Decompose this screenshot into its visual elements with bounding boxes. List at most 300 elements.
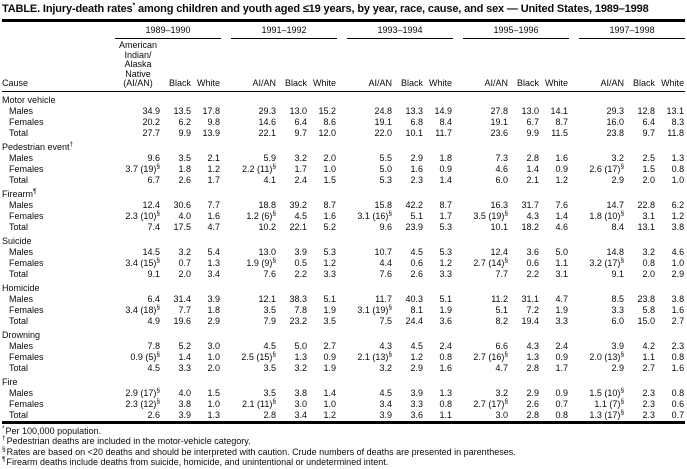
group-gap <box>105 164 115 175</box>
value-cell: 2.6 <box>526 398 540 409</box>
group-gap <box>569 153 579 164</box>
title-footnote-marker: * <box>132 2 136 10</box>
value-cell: 2.7 (14)§ <box>473 256 509 268</box>
data-row <box>2 363 685 374</box>
title-text: TABLE. Injury-death rates <box>2 3 133 15</box>
value-cell: 1.9 (9)§ <box>246 256 277 268</box>
group-gap <box>105 175 115 186</box>
value-cell: 5.5 <box>379 152 393 163</box>
value-cell: 0.8 <box>642 257 656 268</box>
group-gap <box>569 106 579 117</box>
value-cell: 23.6 <box>490 127 509 138</box>
group-gap <box>569 175 579 186</box>
value-cell: 9.6 <box>147 152 160 163</box>
value-cell: 2.2 <box>294 268 308 279</box>
value-cell: 0.7 <box>178 257 191 268</box>
value-cell: 12.4 <box>142 199 160 210</box>
value-cell: 2.5 <box>642 152 656 163</box>
value-cell: 2.8 <box>526 152 540 163</box>
value-cell: 1.1 (7)§ <box>594 397 625 409</box>
value-cell: 4.0 <box>178 387 191 398</box>
group-gap <box>105 247 115 258</box>
value-cell: 27.8 <box>490 105 509 116</box>
value-cell: 8.5 <box>611 293 625 304</box>
value-cell: 2.9 <box>207 315 221 326</box>
value-cell: 2.0 <box>642 174 656 185</box>
group-gap <box>337 294 347 305</box>
group-gap <box>221 341 231 352</box>
value-cell: 8.6 <box>323 116 337 127</box>
group-gap <box>337 363 347 374</box>
group-gap <box>453 410 463 421</box>
value-cell: 1.7 <box>294 163 308 174</box>
row-label: Males <box>9 340 34 351</box>
cause-footnote-marker: † <box>69 140 74 148</box>
value-cell: 4.6 <box>555 221 569 232</box>
value-cell: 2.8 <box>526 362 540 373</box>
section-row <box>2 327 685 341</box>
value-cell: 4.9 <box>147 315 160 326</box>
table-title <box>2 3 685 16</box>
value-cell: 1.6 <box>323 210 337 221</box>
value-cell: 8.4 <box>439 116 453 127</box>
value-cell: 2.1 (11)§ <box>242 397 277 409</box>
row-label: Females <box>9 398 44 409</box>
group-gap <box>105 153 115 164</box>
value-cell: 18.8 <box>258 199 277 210</box>
caution-marker: § <box>620 350 625 358</box>
value-cell: 7.9 <box>263 315 277 326</box>
column-header-black: Black <box>161 39 192 91</box>
group-gap <box>105 106 115 117</box>
value-cell: 1.4 <box>526 163 540 174</box>
value-cell: 3.8 <box>671 221 685 232</box>
group-gap <box>105 128 115 139</box>
group-gap <box>337 352 347 363</box>
row-label: Males <box>9 246 34 257</box>
group-gap <box>453 200 463 211</box>
value-cell: 1.0 <box>323 398 337 409</box>
value-cell: 2.0 (13)§ <box>589 350 625 362</box>
value-cell: 3.1 <box>642 210 656 221</box>
value-cell: 5.2 <box>323 221 337 232</box>
value-cell: 22.0 <box>374 127 393 138</box>
value-cell: 1.3 <box>439 387 453 398</box>
group-gap <box>337 399 347 410</box>
value-cell: 9.7 <box>294 127 308 138</box>
value-cell: 7.8 <box>147 340 160 351</box>
value-cell: 5.8 <box>642 304 656 315</box>
row-label: Total <box>9 409 29 420</box>
group-gap <box>105 410 115 421</box>
value-cell: 7.6 <box>263 268 277 279</box>
group-gap <box>105 269 115 280</box>
group-gap <box>221 399 231 410</box>
value-cell: 1.2 <box>323 257 337 268</box>
group-gap <box>453 39 463 91</box>
value-cell: 11.7 <box>375 293 393 304</box>
caution-marker: § <box>504 256 509 264</box>
value-cell: 0.6 <box>526 257 540 268</box>
value-cell: 2.1 <box>526 174 540 185</box>
group-gap <box>221 117 231 128</box>
value-cell: 0.7 <box>555 398 569 409</box>
group-gap <box>453 164 463 175</box>
data-row <box>2 211 685 222</box>
value-cell: 13.0 <box>521 105 540 116</box>
value-cell: 3.4 (18)§ <box>125 303 160 315</box>
caution-marker: § <box>156 386 160 394</box>
value-cell: 3.4 <box>294 409 308 420</box>
group-gap <box>453 305 463 316</box>
group-gap <box>569 211 579 222</box>
data-row <box>2 352 685 363</box>
value-cell: 3.9 <box>611 340 625 351</box>
column-header-black: Black <box>393 39 424 91</box>
value-cell: 2.4 <box>439 340 453 351</box>
value-cell: 23.9 <box>405 221 424 232</box>
value-cell: 2.3 <box>642 409 656 420</box>
data-row <box>2 388 685 399</box>
value-cell: 2.8 <box>526 409 540 420</box>
group-gap <box>105 294 115 305</box>
footnote-text: Pedestrian deaths are included in the motor-vehicle category. <box>6 436 251 446</box>
value-cell: 19.1 <box>490 116 509 127</box>
value-cell: 6.2 <box>671 199 685 210</box>
value-cell: 9.6 <box>379 221 393 232</box>
value-cell: 2.0 <box>642 268 656 279</box>
value-cell: 22.1 <box>289 221 308 232</box>
value-cell: 2.2 (11)§ <box>242 162 277 174</box>
caution-marker: § <box>504 209 509 217</box>
value-cell: 11.7 <box>435 127 453 138</box>
value-cell: 4.0 <box>178 210 191 221</box>
caution-marker: § <box>388 209 393 217</box>
group-gap <box>221 200 231 211</box>
cause-label: Firearm¶ <box>2 187 37 199</box>
group-gap <box>221 388 231 399</box>
value-cell: 14.9 <box>434 105 453 116</box>
title-text-continued: among children and youth aged ≤19 years, by year, race, cause, and sex — United States, 1989–1998 <box>135 3 649 15</box>
group-gap <box>221 269 231 280</box>
cause-label: Pedestrian event† <box>2 140 74 152</box>
cause-column-spacer <box>2 22 105 39</box>
value-cell: 14.6 <box>258 116 277 127</box>
value-cell: 0.6 <box>410 257 424 268</box>
caution-marker: § <box>156 303 160 311</box>
value-cell: 4.7 <box>495 362 509 373</box>
value-cell: 8.7 <box>439 199 453 210</box>
value-cell: 1.6 <box>671 362 685 373</box>
value-cell: 5.1 <box>323 293 337 304</box>
value-cell: 13.0 <box>289 105 308 116</box>
value-cell: 2.7 <box>671 315 685 326</box>
group-gap <box>453 316 463 327</box>
data-row <box>2 294 685 305</box>
value-cell: 9.1 <box>611 268 625 279</box>
value-cell: 3.6 <box>410 409 424 420</box>
value-cell: 24.4 <box>405 315 424 326</box>
value-cell: 3.0 <box>495 409 509 420</box>
value-cell: 1.3 (17)§ <box>589 408 625 420</box>
group-gap <box>569 22 579 39</box>
value-cell: 2.9 <box>611 362 625 373</box>
group-gap <box>221 363 231 374</box>
value-cell: 2.1 (13)§ <box>357 350 393 362</box>
year-group-header-3 <box>347 22 453 39</box>
value-cell: 2.5 (15)§ <box>241 350 277 362</box>
value-cell: 2.4 <box>294 174 308 185</box>
value-cell: 0.9 (5)§ <box>130 350 160 362</box>
value-cell: 1.2 (6)§ <box>246 209 277 221</box>
row-label: Females <box>9 163 44 174</box>
value-cell: 1.8 (10)§ <box>589 209 625 221</box>
group-gap <box>337 222 347 233</box>
group-gap <box>221 22 231 39</box>
data-row <box>2 128 685 139</box>
group-gap <box>569 399 579 410</box>
value-cell: 6.4 <box>642 116 656 127</box>
caution-marker: § <box>156 209 160 217</box>
value-cell: 0.9 <box>323 351 337 362</box>
value-cell: 1.4 <box>178 351 191 362</box>
value-cell: 1.3 <box>207 409 221 420</box>
group-gap <box>105 200 115 211</box>
value-cell: 31.7 <box>521 199 540 210</box>
value-cell: 4.5 <box>263 340 277 351</box>
value-cell: 14.8 <box>606 246 625 257</box>
value-cell: 3.2 <box>642 246 656 257</box>
value-cell: 15.8 <box>374 199 393 210</box>
value-cell: 31.1 <box>521 293 540 304</box>
group-gap <box>337 175 347 186</box>
group-gap <box>453 341 463 352</box>
cause-footnote-marker: ¶ <box>33 187 37 195</box>
value-cell: 3.0 <box>294 398 308 409</box>
value-cell: 1.0 <box>671 174 685 185</box>
footnote-text: Firearm deaths include deaths from suicide, homicide, and unintentional or undetermined intent. <box>6 457 389 467</box>
group-gap <box>569 269 579 280</box>
value-cell: 3.3 <box>178 362 191 373</box>
group-gap <box>569 39 579 91</box>
row-label: Total <box>9 362 29 373</box>
value-cell: 23.8 <box>606 127 625 138</box>
group-gap <box>569 410 579 421</box>
value-cell: 1.8 <box>178 163 191 174</box>
value-cell: 11.2 <box>491 293 509 304</box>
group-gap <box>569 164 579 175</box>
group-gap <box>453 106 463 117</box>
value-cell: 2.3 <box>671 340 685 351</box>
value-cell: 2.3 (10)§ <box>125 209 160 221</box>
column-header-black: Black <box>277 39 308 91</box>
caution-marker: § <box>272 256 277 264</box>
value-cell: 5.3 <box>323 246 337 257</box>
value-cell: 10.2 <box>258 221 277 232</box>
group-gap <box>105 341 115 352</box>
footnote <box>2 426 685 437</box>
data-row <box>2 316 685 327</box>
value-cell: 6.4 <box>147 293 160 304</box>
year-group-header-5 <box>579 22 685 39</box>
value-cell: 5.3 <box>379 174 393 185</box>
value-cell: 3.3 <box>323 268 337 279</box>
value-cell: 12.0 <box>318 127 337 138</box>
value-cell: 4.1 <box>263 174 277 185</box>
value-cell: 6.7 <box>147 174 160 185</box>
row-label: Total <box>9 221 29 232</box>
value-cell: 1.6 <box>207 210 221 221</box>
value-cell: 2.7 <box>323 340 337 351</box>
value-cell: 34.9 <box>142 105 160 116</box>
value-cell: 17.8 <box>202 105 221 116</box>
group-gap <box>453 128 463 139</box>
value-cell: 1.2 <box>439 257 453 268</box>
group-gap <box>105 388 115 399</box>
group-gap <box>453 247 463 258</box>
value-cell: 1.1 <box>439 409 453 420</box>
value-cell: 2.4 <box>555 340 569 351</box>
value-cell: 8.4 <box>611 221 625 232</box>
group-gap <box>105 305 115 316</box>
value-cell: 0.9 <box>555 387 569 398</box>
value-cell: 2.0 <box>178 268 191 279</box>
group-gap <box>569 341 579 352</box>
value-cell: 6.2 <box>178 116 191 127</box>
caution-marker: § <box>620 162 625 170</box>
value-cell: 3.5 (19)§ <box>473 209 509 221</box>
value-cell: 39.2 <box>289 199 308 210</box>
value-cell: 40.3 <box>405 293 424 304</box>
group-gap <box>221 211 231 222</box>
value-cell: 4.3 <box>379 340 393 351</box>
value-cell: 19.4 <box>521 315 540 326</box>
value-cell: 24.8 <box>374 105 393 116</box>
value-cell: 1.2 <box>207 163 221 174</box>
value-cell: 7.6 <box>379 268 393 279</box>
group-gap <box>569 117 579 128</box>
row-label: Males <box>9 105 34 116</box>
table-head <box>2 22 685 91</box>
value-cell: 2.3 <box>642 387 656 398</box>
value-cell: 2.7 (17)§ <box>473 397 509 409</box>
value-cell: 4.5 <box>410 246 424 257</box>
value-cell: 22.1 <box>258 127 277 138</box>
value-cell: 14.1 <box>550 105 569 116</box>
group-gap <box>337 153 347 164</box>
value-cell: 5.0 <box>555 246 569 257</box>
value-cell: 1.4 <box>555 210 569 221</box>
caution-marker: § <box>620 209 625 217</box>
value-cell: 5.0 <box>379 163 393 174</box>
value-cell: 6.0 <box>611 315 625 326</box>
value-cell: 8.1 <box>410 304 424 315</box>
value-cell: 3.8 <box>294 387 308 398</box>
column-header-white: White <box>540 39 569 91</box>
group-gap <box>221 305 231 316</box>
value-cell: 7.8 <box>294 304 308 315</box>
value-cell: 3.1 <box>555 268 569 279</box>
group-gap <box>569 352 579 363</box>
value-cell: 5.3 <box>439 221 453 232</box>
group-gap <box>453 211 463 222</box>
value-cell: 6.8 <box>410 116 424 127</box>
footnote-text: Per 100,000 population. <box>5 425 102 436</box>
caution-marker: § <box>620 256 625 264</box>
value-cell: 0.8 <box>555 409 569 420</box>
value-cell: 1.6 <box>439 362 453 373</box>
value-cell: 3.1 (16)§ <box>357 209 393 221</box>
value-cell: 4.4 <box>379 257 393 268</box>
group-gap <box>105 399 115 410</box>
value-cell: 0.8 <box>671 387 685 398</box>
row-label: Males <box>9 199 34 210</box>
value-cell: 9.9 <box>526 127 540 138</box>
group-gap <box>569 294 579 305</box>
value-cell: 2.0 <box>207 362 221 373</box>
value-cell: 13.0 <box>258 246 277 257</box>
value-cell: 16.3 <box>490 199 509 210</box>
caution-marker: § <box>272 397 277 405</box>
value-cell: 19.6 <box>173 315 191 326</box>
caution-marker: § <box>156 350 160 358</box>
value-cell: 7.3 <box>495 152 509 163</box>
value-cell: 7.6 <box>555 199 569 210</box>
value-cell: 2.3 <box>642 398 656 409</box>
value-cell: 11.8 <box>667 127 685 138</box>
value-cell: 1.3 <box>526 351 540 362</box>
value-cell: 5.1 <box>439 293 453 304</box>
group-gap <box>337 247 347 258</box>
value-cell: 5.3 <box>439 246 453 257</box>
value-cell: 1.2 <box>555 174 569 185</box>
value-cell: 3.3 <box>439 268 453 279</box>
value-cell: 3.9 <box>207 293 221 304</box>
value-cell: 5.9 <box>263 152 277 163</box>
value-cell: 3.9 <box>294 246 308 257</box>
value-cell: 3.1 (19)§ <box>357 303 393 315</box>
value-cell: 3.5 <box>263 362 277 373</box>
value-cell: 10.7 <box>374 246 393 257</box>
section-row <box>2 186 685 200</box>
value-cell: 4.5 <box>294 210 308 221</box>
data-row <box>2 200 685 211</box>
data-row <box>2 175 685 186</box>
section-row <box>2 91 685 106</box>
row-label: Males <box>9 152 34 163</box>
footnote <box>2 436 685 447</box>
value-cell: 3.8 <box>178 398 191 409</box>
group-gap <box>453 175 463 186</box>
group-gap <box>453 399 463 410</box>
value-cell: 4.6 <box>495 163 509 174</box>
value-cell: 13.9 <box>202 127 221 138</box>
value-cell: 2.3 (12)§ <box>125 397 160 409</box>
caution-marker: § <box>272 162 277 170</box>
value-cell: 8.2 <box>495 315 509 326</box>
value-cell: 14.7 <box>606 199 625 210</box>
group-gap <box>569 388 579 399</box>
footnote <box>2 447 685 458</box>
row-label: Total <box>9 268 29 279</box>
value-cell: 12.8 <box>637 105 656 116</box>
section-row <box>2 139 685 153</box>
value-cell: 3.3 <box>611 304 625 315</box>
value-cell: 2.6 <box>410 268 424 279</box>
value-cell: 4.3 <box>526 340 540 351</box>
value-cell: 7.7 <box>178 304 191 315</box>
value-cell: 0.8 <box>439 351 453 362</box>
